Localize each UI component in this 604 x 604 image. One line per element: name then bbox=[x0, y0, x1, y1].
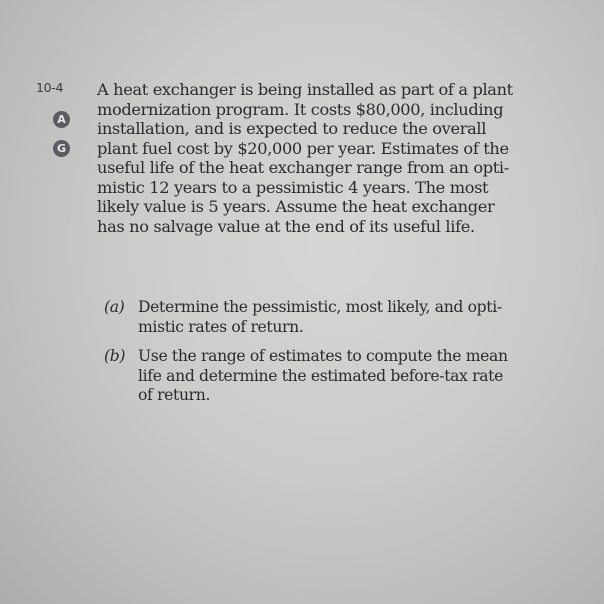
problem-number: 10-4 bbox=[36, 80, 64, 95]
part-b bbox=[104, 347, 564, 406]
problem-statement bbox=[97, 80, 557, 236]
statement-line: has no salvage value at the end of its useful life. bbox=[97, 216, 475, 236]
part-b-line: of return. bbox=[138, 386, 211, 404]
statement-line: plant fuel cost by $20,000 per year. Estimates of the bbox=[97, 138, 509, 158]
statement-line: modernization program. It costs $80,000, including bbox=[97, 99, 504, 119]
part-b-label: (b) bbox=[104, 347, 126, 365]
statement-line: A heat exchanger is being installed as part of a plant bbox=[97, 80, 513, 99]
part-b-line: Use the range of estimates to compute the mean bbox=[138, 347, 508, 365]
problem-parts bbox=[104, 298, 564, 416]
badge-g-icon: G bbox=[53, 140, 70, 157]
part-b-line: life and determine the estimated before-tax rate bbox=[138, 366, 503, 385]
part-a-line: Determine the pessimistic, most likely, and opti- bbox=[138, 298, 502, 316]
statement-line: mistic 12 years to a pessimistic 4 years. The most bbox=[97, 177, 489, 197]
part-a-line: mistic rates of return. bbox=[138, 317, 304, 336]
part-a-label: (a) bbox=[104, 298, 125, 316]
badge-a-icon: A bbox=[53, 111, 70, 128]
part-a bbox=[104, 298, 564, 337]
statement-line: useful life of the heat exchanger range from an opti- bbox=[97, 158, 509, 177]
statement-line: installation, and is expected to reduce the overall bbox=[97, 119, 487, 138]
statement-line: likely value is 5 years. Assume the heat exchanger bbox=[97, 197, 495, 216]
